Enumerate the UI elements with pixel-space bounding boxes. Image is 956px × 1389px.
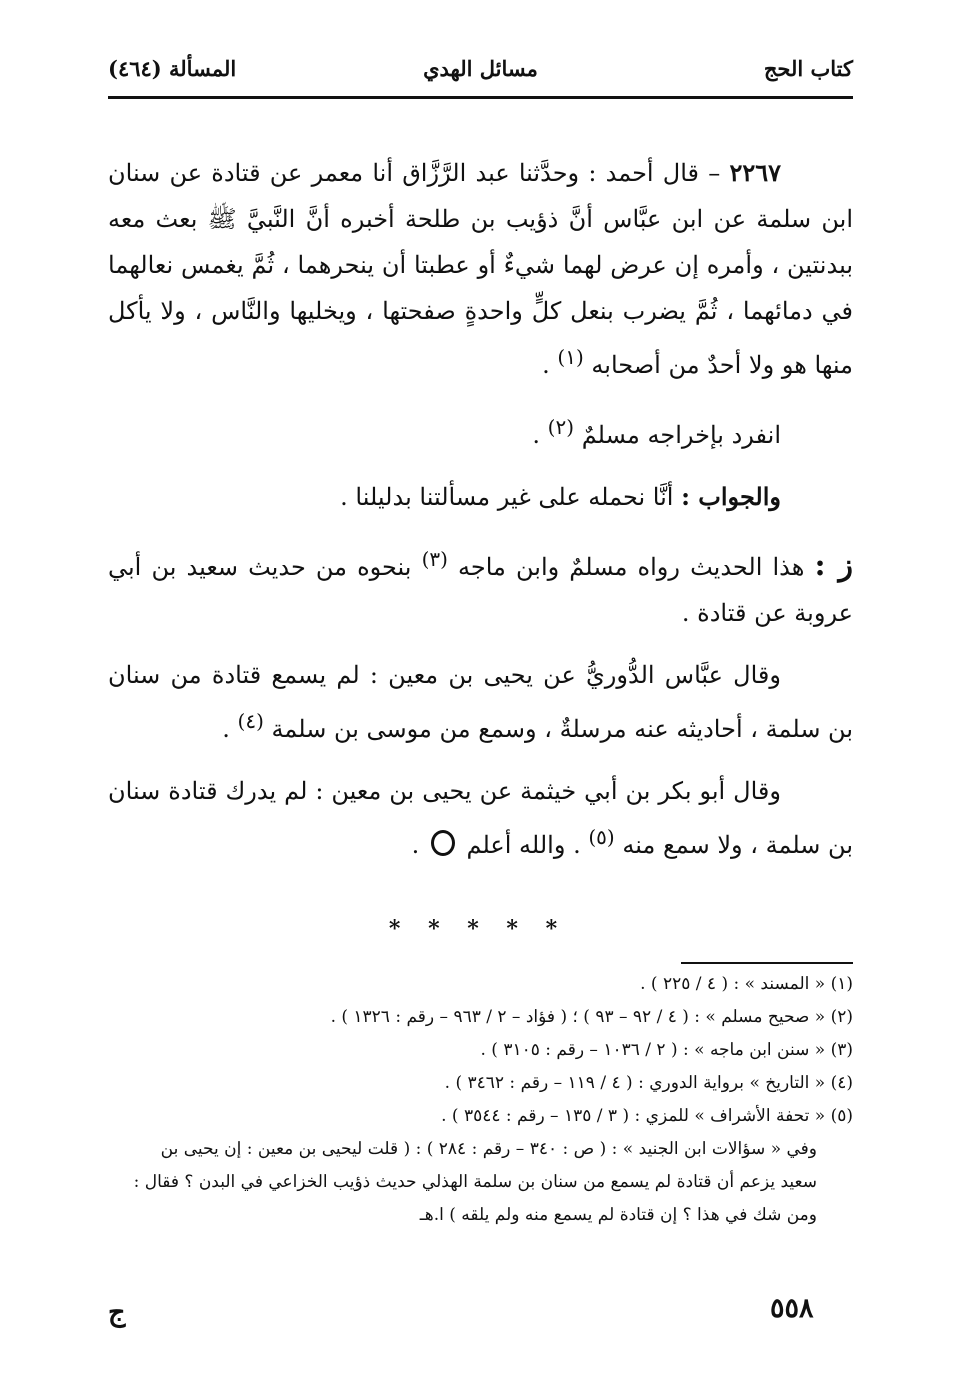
- footnote-ref-1[interactable]: (١): [557, 345, 584, 369]
- section-separator: * * * * *: [388, 916, 568, 942]
- footnote-5-continuation: وفي « سؤالات ابن الجنيد » : ( ص : ٣٤٠ – رقم : ٢٨٤ ) : ( قلت ليحيى بن معين : إن يحيى بن سعيد يزعم أن قتادة لم يسمع من سنان بن سلمة الهذلي حديث ذؤيب الخزاعي في البدن ؟ فقال : ومن شك في هذا ؟ إن قتادة لم يسمع منه ولم يلقه ) ا.هـ: [133, 1139, 817, 1225]
- header-rule: [108, 96, 853, 99]
- footnote-ref-5[interactable]: (٥): [588, 825, 615, 849]
- closing-text: . والله أعلم: [466, 831, 581, 859]
- khaythama-paragraph: وقال أبو بكر بن أبي خيثمة عن يحيى بن معين : لم يدرك قتادة سنان بن سلمة ، ولا سمع منه $^{(٥)}$ . والله أعلم .: [108, 777, 853, 859]
- takhrij-text: انفرد بإخراجه مسلمٌ: [581, 421, 781, 449]
- footnote-ref-4[interactable]: (٤): [237, 709, 264, 733]
- footnote-5: (٥) « تحفة الأشراف » للمزي : ( ٣ / ١٣٥ – رقم : ٣٥٤٤ ) .: [441, 1106, 853, 1126]
- hadith-number: ٢٢٦٧: [729, 158, 781, 187]
- footnote-ref-2[interactable]: (٢): [547, 415, 575, 439]
- footnote-3: (٣) « سنن ابن ماجه » : ( ٢ / ١٠٣٦ – رقم : ٣١٠٥ ) .: [480, 1040, 853, 1060]
- hadith-text: – قال أحمد : وحدَّثنا عبد الرَّزَّاق أنا معمر عن قتادة عن سنان ابن سلمة عن ابن عبَّاس أنَّ ذؤيب بن طلحة أخبره أنَّ النَّبيَّ ﷺ بعث معه ببدنتين ، وأمره إن عرض لهما شيءٌ أو عطبتا أن ينحرهما ، ثُمَّ يغمس نعالهما في دمائهما ، ثُمَّ يضرب بنعل كلٍّ واحدةٍ صفحتها ، ويخليها والنَّاس ، ولا يأكل منها هو ولا أحدٌ من أصحابه: [108, 159, 853, 379]
- footnote-ref-3[interactable]: (٣): [421, 547, 448, 571]
- zayn-text-a: هذا الحديث رواه مسلمٌ وابن ماجه: [458, 553, 805, 581]
- takhrij-paragraph: انفرد بإخراجه مسلمٌ $^{(٢)}$ .: [532, 415, 781, 449]
- footnote-rule: [681, 962, 853, 964]
- header-issue-number: المسألة (٤٦٤): [108, 56, 237, 81]
- hadith-paragraph: ٢٢٦٧ – قال أحمد : وحدَّثنا عبد الرَّزَّاق أنا معمر عن قتادة عن سنان ابن سلمة عن ابن عبَّاس أنَّ ذؤيب بن طلحة أخبره أنَّ النَّبيَّ ﷺ بعث معه ببدنتين ، وأمره إن عرض لهما شيءٌ أو عطبتا أن ينحرهما ، ثُمَّ يغمس نعالهما في دمائهما ، ثُمَّ يضرب بنعل كلٍّ واحدةٍ صفحتها ، ويخليها والنَّاس ، ولا يأكل منها هو ولا أحدٌ من أصحابه $^{(١)}$ .: [108, 158, 853, 379]
- footnote-2: (٢) « صحيح مسلم » : ( ٤ / ٩٢ – ٩٣ ) ؛ ( فؤاد – ٢ / ٩٦٣ – رقم : ١٣٢٦ ) .: [330, 1007, 853, 1027]
- khaythama-text: وقال أبو بكر بن أبي خيثمة عن يحيى بن معين : لم يدرك قتادة سنان بن سلمة ، ولا سمع منه: [108, 777, 853, 859]
- running-header: [108, 50, 853, 90]
- duri-text: وقال عبَّاس الدُّوريُّ عن يحيى بن معين : لم يسمع قتادة من سنان بن سلمة ، أحاديثه عنه مرسلةٌ ، وسمع من موسى بن سلمة: [108, 661, 853, 743]
- answer-paragraph: [108, 474, 853, 520]
- zayn-marker: ز :: [814, 548, 853, 583]
- signature-mark: ج: [108, 1297, 126, 1328]
- footnotes: [128, 968, 853, 1232]
- duri-paragraph: وقال عبَّاس الدُّوريُّ عن يحيى بن معين : لم يسمع قتادة من سنان بن سلمة ، أحاديثه عنه مرسلةٌ ، وسمع من موسى بن سلمة $^{(٤)}$ .: [108, 661, 853, 743]
- page-number: ٥٥٨: [770, 1293, 814, 1324]
- zayn-text-b: بنحوه من حديث سعيد بن أبي عروبة عن قتادة .: [108, 553, 853, 627]
- zayn-paragraph: [108, 536, 853, 636]
- answer-label: والجواب :: [681, 482, 781, 511]
- answer-text: أنَّا نحمله على غير مسألتنا بدليلنا .: [340, 483, 674, 511]
- header-chapter-title: مسائل الهدي: [423, 56, 538, 81]
- footnote-1: (١) « المسند » : ( ٤ / ٢٢٥ ) .: [640, 974, 853, 994]
- footnote-4: (٤) « التاريخ » برواية الدوري : ( ٤ / ١١٩ – رقم : ٣٤٦٢ ) .: [444, 1073, 853, 1093]
- end-circle-icon: [431, 830, 455, 856]
- main-text: [108, 150, 853, 884]
- header-book-title: كتاب الحج: [763, 56, 853, 81]
